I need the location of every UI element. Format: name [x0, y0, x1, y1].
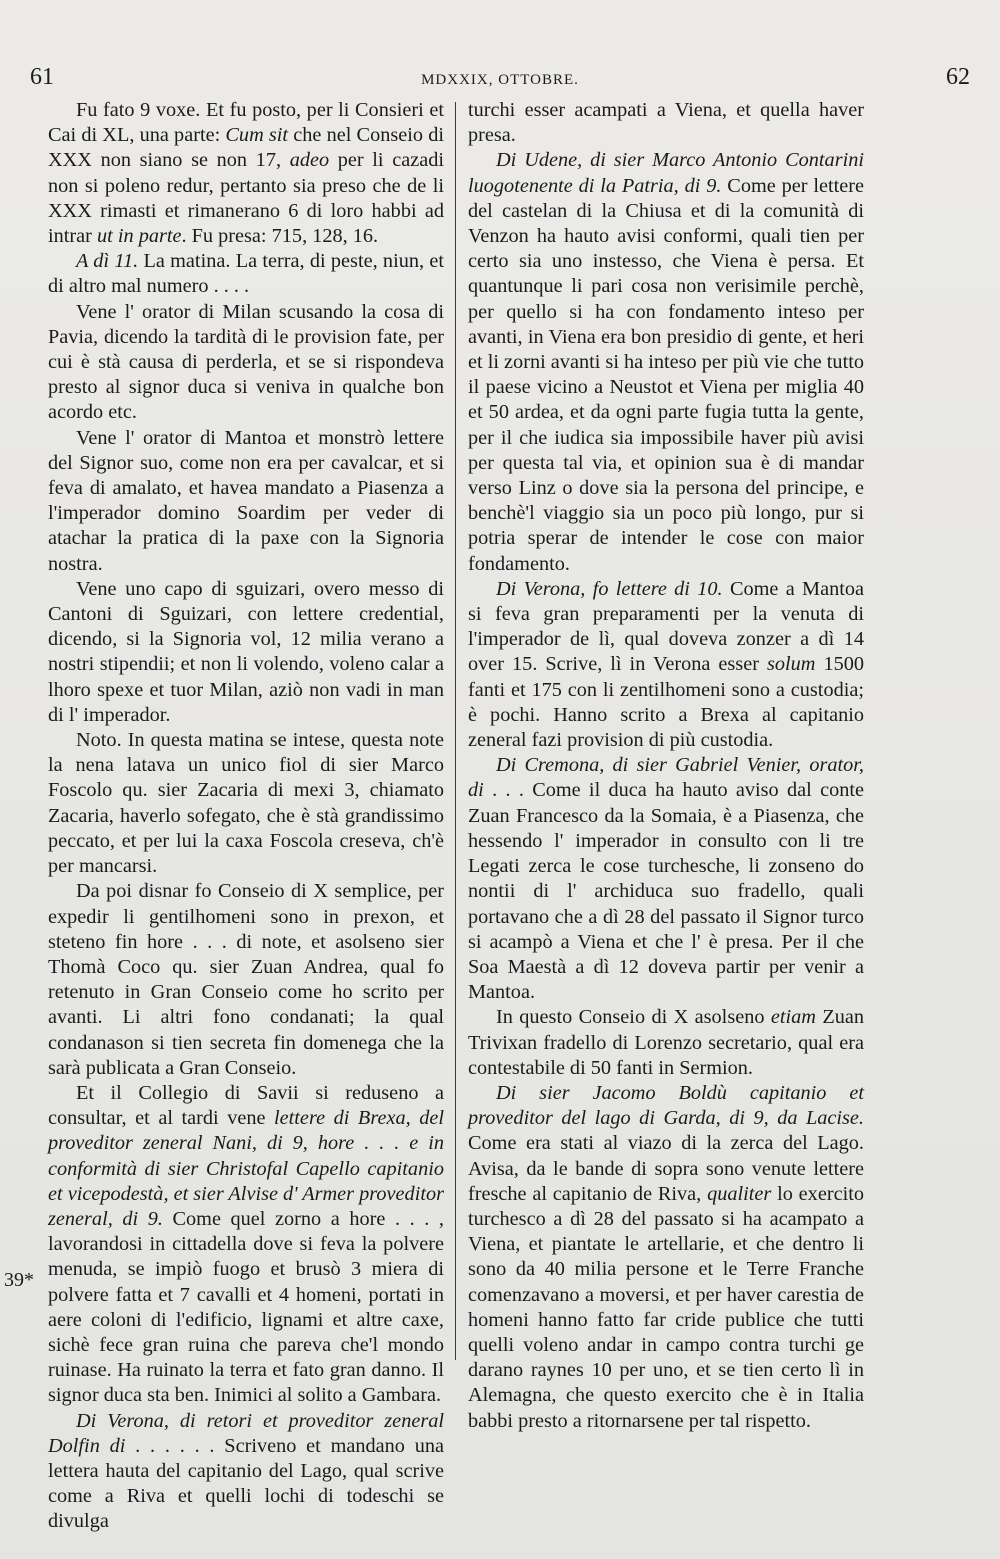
text: Come per lettere del castelan di la Chiusa et di la comunità di Venzon ha hauto avisi conformi, quali tien per certo sia uno instesso, che Viena è persa. Et quantunque li pari cosa non verisimile perchè, per quello si ha con fondamento inteso per avanti, in Viena era bon presidio di gente, et heri et li zorni avanti si ha inteso per più vie che tutto il paese vicino a Neustot et Viena per miglia 40 et 50 ardea, et da ogni parte fugia tutta la gente, per il che iudica sia impossibile haver più avisi per questa tal via, et opinion sua è di mandar verso Linz o dove sia la persona del principe, e benchè'l viaggio sia un poco più longo, pur si potria sperar de intender le cose con maior fondamento.	[468, 174, 865, 575]
italic-text: qualiter	[707, 1182, 772, 1205]
paragraph	[468, 1005, 864, 1081]
paragraph	[468, 577, 864, 753]
paragraph	[48, 98, 444, 249]
text: Et il Collegio di Savii si reduseno a consultar, et al tardi vene	[48, 1081, 444, 1130]
text: . . . . . . Scriveno et mandano una lettera hauta del capitanio del Lago, qual scrive come a Riva et quelli lochi di todeschi se divulga	[48, 1434, 444, 1533]
italic-text: A dì 11.	[76, 250, 139, 273]
italic-text: Di Udene, di sier Marco Antonio Contarini luogotenente di la Patria, di 9.	[468, 149, 864, 197]
italic-text: Di sier Jacomo Boldù capitanio et proveditor del lago di Garda, di 9, da Lacise.	[468, 1081, 864, 1130]
paragraph	[468, 148, 864, 576]
page-header	[30, 64, 970, 94]
text: Vene uno capo di sguizari, overo messo di Cantoni di Sguizari, con lettere credential, dicendo, si la Signoria vol, 12 milia verano a nostri stipendii; et non li volendo, voleno calar a lhoro spexe et tuor Milan, aziò non vadi in man di l' imperador.	[48, 577, 444, 726]
text: Come quel zorno a hore . . . , lavorandosi in cittadella dove si feva la polvere menuda, se impiò fuogo et brusò 3 miera di polvere fatta et 7 cavalli et 4 homeni, portati in aere coloni di l'edificio, lignami et altre caxe, sichè fece gran ruina che pareva che'l mondo ruinase. Ha ruinato la terra et fato gran danno. Il signor duca sta ben. Inimici al solito a Gambara.	[48, 1207, 444, 1407]
italic-text: Di Cremona, di sier Gabriel Venier, orator, di	[468, 754, 864, 802]
paragraph	[48, 249, 444, 299]
running-title: MDXXIX, OTTOBRE.	[421, 72, 579, 88]
text: Noto. In questa matina se intese, questa note la nena latava un unico fiol di sier Marco Foscolo qu. sier Zacaria di mexi 3, chiamato Zacaria, haverlo sofegato, che è stà grandissimo peccato, et per lui la caxa Foscola creseva, ch'è per mancarsi.	[48, 729, 444, 878]
paragraph	[468, 753, 864, 1005]
margin-folio-note: 39*	[4, 1269, 34, 1291]
text: turchi esser acampati a Viena, et quella haver presa.	[468, 99, 864, 147]
text: Vene l' orator di Mantoa et monstrò lettere del Signor suo, come non era per cavalcar, et si feva di amalato, et havea mandato a Piasenza a l'imperador domino Soardim per veder di atachar la pratica di la paxe con la Signoria nostra.	[48, 426, 444, 575]
text: . . . Come il duca ha hauto aviso dal conte Zuan Francesco da la Somaia, è a Piasenza, che hessendo l' imperador in consulto con li tre Legati zerca le cose turchesche, li zonseno do nontii di l' archiduca suo fradello, quali portavano che a dì 28 del passato il Signor turco si acampò a Viena et che l' è presa. Per il che Soa Maestà a dì 12 doveva partir per venir a Mantoa.	[468, 779, 864, 1004]
italic-text: solum	[766, 653, 816, 676]
text: In questo Conseio di X asolseno	[496, 1006, 771, 1029]
paragraph	[48, 1081, 444, 1409]
text: 1500 fanti et 175 con li zentilhomeni sono a custodia; è pochi. Hanno scrito a Brexa al capitanio zeneral fazi provision di più custodia.	[468, 653, 865, 752]
paragraph	[468, 98, 864, 148]
right-text-column	[468, 98, 864, 1434]
paragraph	[48, 300, 444, 426]
text: Zuan Trivixan fradello di Lorenzo secretario, qual era contestabile di 50 fanti in Sermion.	[468, 1006, 864, 1079]
paragraph	[48, 879, 444, 1081]
paragraph	[48, 1409, 444, 1535]
italic-text: Di Verona, di retori et proveditor zeneral Dolfin di	[48, 1409, 444, 1457]
text: Da poi disnar fo Conseio di X semplice, per expedir li gentilhomeni sono in prexon, et steteno fin hore . . . di note, et asolseno sier Thomà Coco qu. sier Zuan Andrea, qual fo retenuto in Gran Conseio come ho scrito per avanti. Li altri fono condanati; la qual condanason si tien secreta fin domenega che la sarà publicata a Gran Conseio.	[48, 880, 444, 1079]
text: Fu fato 9 voxe. Et fu posto, per li Consieri et Cai di XL, una parte:	[48, 99, 444, 147]
italic-text: Di Verona, fo lettere di 10.	[496, 577, 723, 600]
italic-text: adeo	[289, 149, 330, 172]
paragraph	[468, 1081, 864, 1434]
text: lo exercito turchesco a dì 28 del passato si ha acampato a Viena, et piantate le artellarie, et che dentro li sono da 40 milia persone et le Terre Franche comenzavano a moversi, et per haver carestia de homeni hanno fatto far cride publice che tutti quelli voleno andar in campo contra turchi ge darano raynes 10 per uno, et se tien certo lì in Alemagna, che questo exercito che è in Italia babbi presto a ritornarsene per tal rispetto.	[468, 1182, 864, 1432]
italic-text: ut in parte	[97, 225, 182, 248]
paragraph	[48, 577, 444, 728]
text: che nel Conseio di XXX non siano se non 17,	[48, 124, 444, 172]
text: per li cazadi non si poleno redur, pertanto sia preso che de li XXX rimasti et rimanerano 6 di loro habbi ad intrar	[48, 149, 444, 248]
italic-text: etiam	[770, 1006, 816, 1029]
paragraph	[48, 426, 444, 577]
left-text-column	[48, 98, 444, 1535]
page-number-right: 62	[946, 64, 970, 90]
paragraph	[48, 728, 444, 879]
italic-text: lettere di Brexa, del proveditor zeneral Nani, di 9, hore . . . e in conformità di sier Christofal Capello capitanio et vicepodestà, et sier Alvise d' Armer proveditor zeneral, di 9.	[48, 1107, 444, 1230]
text: Vene l' orator di Milan scusando la cosa di Pavia, dicendo la tardità di le provision fate, per cui è stà causa di perderla, et se si rispondeva presto al signor duca si veniva in qualche bon acordo etc.	[48, 300, 444, 424]
italic-text: Cum sit	[225, 124, 289, 147]
text: La matina. La terra, di peste, niun, et di altro mal numero . . . .	[48, 250, 444, 298]
text: Come era stati al viazo di la zerca del Lago. Avisa, da le bande di sopra sono venute lettere fresche al capitanio de Riva,	[468, 1132, 864, 1205]
text: . Fu presa: 715, 128, 16.	[181, 225, 379, 248]
page-number-left: 61	[30, 64, 54, 90]
column-divider	[455, 102, 456, 1360]
text: Come a Mantoa si feva gran preparamenti per la venuta di l'imperador de lì, qual doveva zonzer a dì 14 over 15. Scrive, lì in Verona esser	[468, 577, 864, 676]
